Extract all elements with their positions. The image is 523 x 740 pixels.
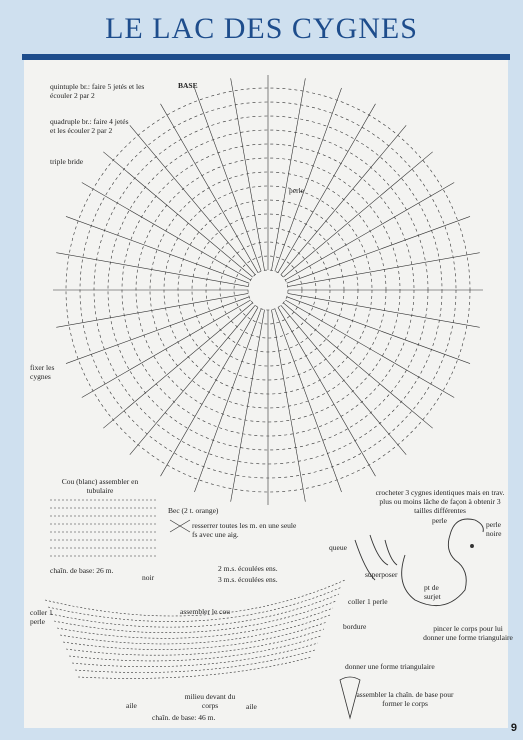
legend-quadruple: quadruple br.: faire 4 jetés et les écouler 2 par 2 xyxy=(50,117,129,135)
beak-chart xyxy=(170,520,190,532)
label-base: BASE xyxy=(178,81,198,90)
swan-sketch xyxy=(355,519,483,606)
label-aile-right: aile xyxy=(246,702,257,711)
label-ms3: 3 m.s. écoulées ens. xyxy=(218,575,278,584)
page-number: 9 xyxy=(510,722,517,734)
page-title: LE LAC DES CYGNES xyxy=(105,12,418,45)
label-donner: donner une forme triangulaire xyxy=(345,662,435,671)
neck-chart xyxy=(50,500,158,556)
label-fixer: fixer les cygnes xyxy=(30,363,55,381)
legend-quintuple: quintuple br.: faire 5 jetés et les écouler 2 par 2 xyxy=(50,82,145,100)
doily-chart xyxy=(53,75,483,505)
label-aile-left: aile xyxy=(126,701,137,710)
label-coller-perle: coller 1 perle xyxy=(348,597,388,606)
label-bec: Bec (2 t. orange) xyxy=(168,506,219,515)
label-pt-surjet: pt de surjet xyxy=(424,583,441,601)
legend-triple: triple bride xyxy=(50,157,84,166)
label-milieu: milieu devant du corps xyxy=(184,692,236,710)
label-queue: queue xyxy=(329,543,347,552)
label-chain26: chaîn. de base: 26 m. xyxy=(50,566,114,575)
label-cou: Cou (blanc) assembler en tubulaire xyxy=(61,477,139,495)
label-ms2: 2 m.s. écoulées ens. xyxy=(218,564,278,573)
label-crocheter: crocheter 3 cygnes identiques mais en trav. plus ou moins lâche de façon à obtenir 3 tailles différentes xyxy=(375,488,505,515)
label-assembler-cou: assembler le cou xyxy=(180,607,230,616)
label-pincer: pincer le corps pour lui donner une forme triangulaire xyxy=(423,624,513,642)
label-perle2: perle xyxy=(432,516,447,525)
label-resserrer: resserrer toutes les m. en une seule fs avec une aig. xyxy=(192,521,297,539)
body-chart xyxy=(45,580,345,678)
label-bordure: bordure xyxy=(343,622,367,631)
label-perle: perle xyxy=(289,186,304,195)
label-superposer: superposer xyxy=(365,570,398,579)
label-noir: noir xyxy=(142,573,155,582)
label-perle-noire: perle noire xyxy=(486,520,502,538)
label-coller-left: coller 1 perle xyxy=(30,608,53,626)
label-assembler-base: assembler la chaîn. de base pour former le corps xyxy=(356,690,454,708)
label-chain46: chaîn. de base: 46 m. xyxy=(152,713,216,722)
